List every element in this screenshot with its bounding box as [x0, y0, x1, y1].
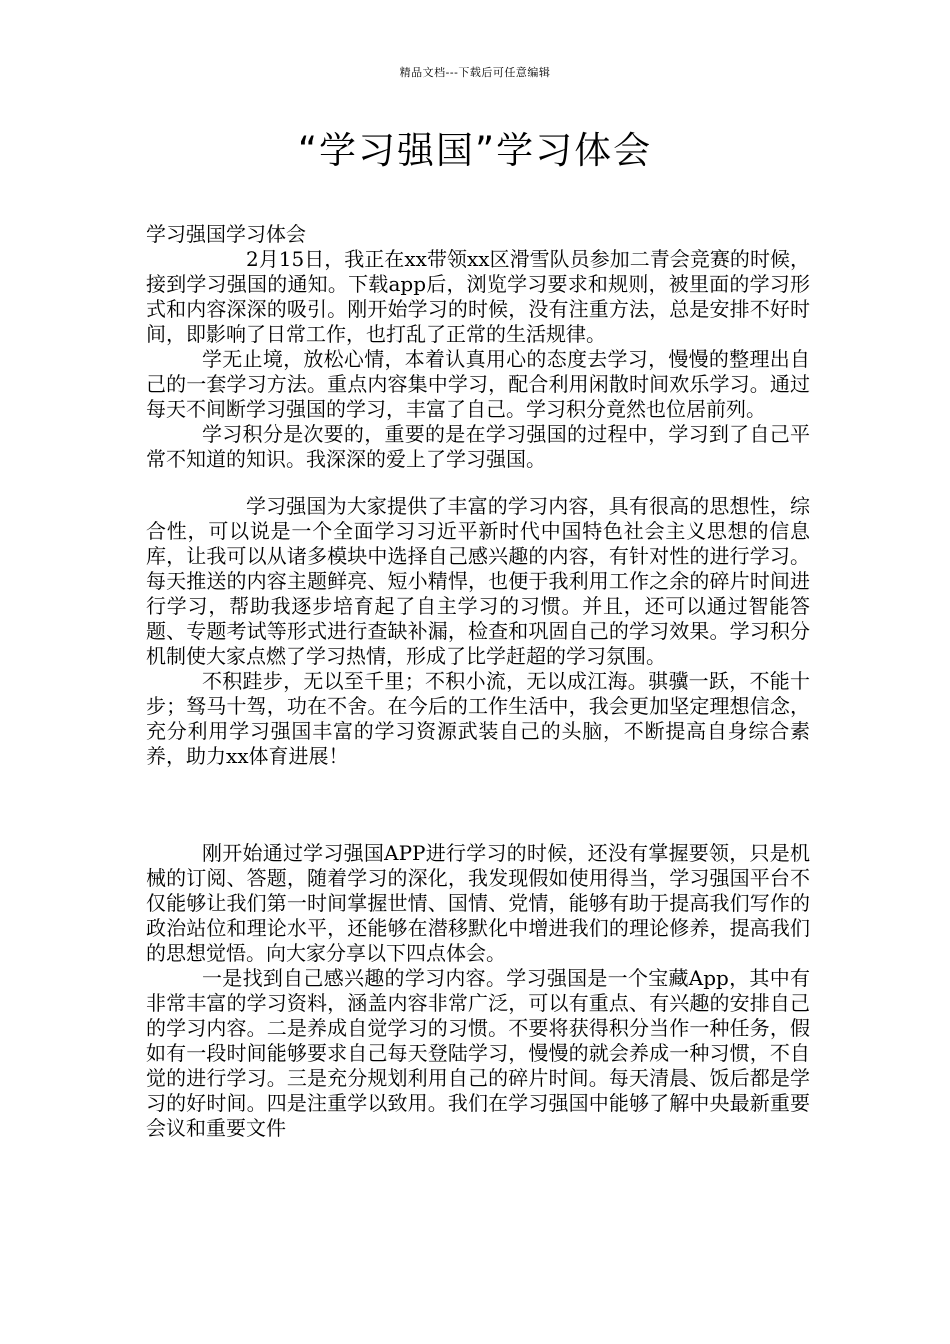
paragraph: 刚开始通过学习强国APP进行学习的时候，还没有掌握要领，只是机械的订阅、答题，随着学习的深化，我发现假如使用得当，学习强国平台不仅能够让我们第一时间掌握世情、国情、党情，能够有助于提高我们写作的政治站位和理论水平，还能够在潜移默化中增进我们的理论修养，提高我们的思想觉悟。向大家分享以下四点体会。: [146, 841, 810, 965]
paragraph: 学习强国为大家提供了丰富的学习内容，具有很高的思想性，综合性，可以说是一个全面学习习近平新时代中国特色社会主义思想的信息库，让我可以从诸多模块中选择自己感兴趣的内容，有针对性的进行学习。每天推送的内容主题鲜亮、短小精悍，也便于我利用工作之余的碎片时间进行学习，帮助我逐步培育起了自主学习的习惯。并且，还可以通过智能答题、专题考试等形式进行查缺补漏，检查和巩固自己的学习效果。学习积分机制使大家点燃了学习热情，形成了比学赶超的学习氛围。: [146, 494, 810, 668]
paragraph: 2月15日，我正在xx带领xx区滑雪队员参加二青会竞赛的时候，接到学习强国的通知。下载app后，浏览学习要求和规则，被里面的学习形式和内容深深的吸引。刚开始学习的时候，没有注重方法，总是安排不好时间，即影响了日常工作，也打乱了正常的生活规律。: [146, 247, 810, 346]
paragraph-spacer: [146, 472, 810, 494]
paragraph: 学习积分是次要的，重要的是在学习强国的过程中，学习到了自己平常不知道的知识。我深深的爱上了学习强国。: [146, 422, 810, 471]
document-body: [146, 222, 810, 1141]
page-header: 精品文档---下载后可任意编辑: [399, 66, 551, 79]
paragraph: 学无止境，放松心情，本着认真用心的态度去学习，慢慢的整理出自己的一套学习方法。重点内容集中学习，配合利用闲散时间欢乐学习。通过每天不间断学习强国的学习，丰富了自己。学习积分竟然也位居前列。: [146, 347, 810, 421]
document-subtitle: 学习强国学习体会: [146, 222, 306, 246]
paragraph: 一是找到自己感兴趣的学习内容。学习强国是一个宝藏App，其中有非常丰富的学习资料，涵盖内容非常广泛，可以有重点、有兴趣的安排自己的学习内容。二是养成自觉学习的习惯。不要将获得积分当作一种任务，假如有一段时间能够要求自己每天登陆学习，慢慢的就会养成一种习惯，不自觉的进行学习。三是充分规划利用自己的碎片时间。每天清晨、饭后都是学习的好时间。四是注重学以致用。我们在学习强国中能够了解中央最新重要会议和重要文件: [146, 966, 810, 1140]
document-title: “学习强国”学习体会: [297, 129, 653, 172]
paragraph: 不积跬步，无以至千里；不积小流，无以成江海。骐骥一跃，不能十步；驽马十驾，功在不舍。在今后的工作生活中，我会更加坚定理想信念，充分利用学习强国丰富的学习资源武装自己的头脑，不断提高自身综合素养，助力xx体育进展！: [146, 669, 810, 768]
paragraph-spacer: [146, 769, 810, 841]
